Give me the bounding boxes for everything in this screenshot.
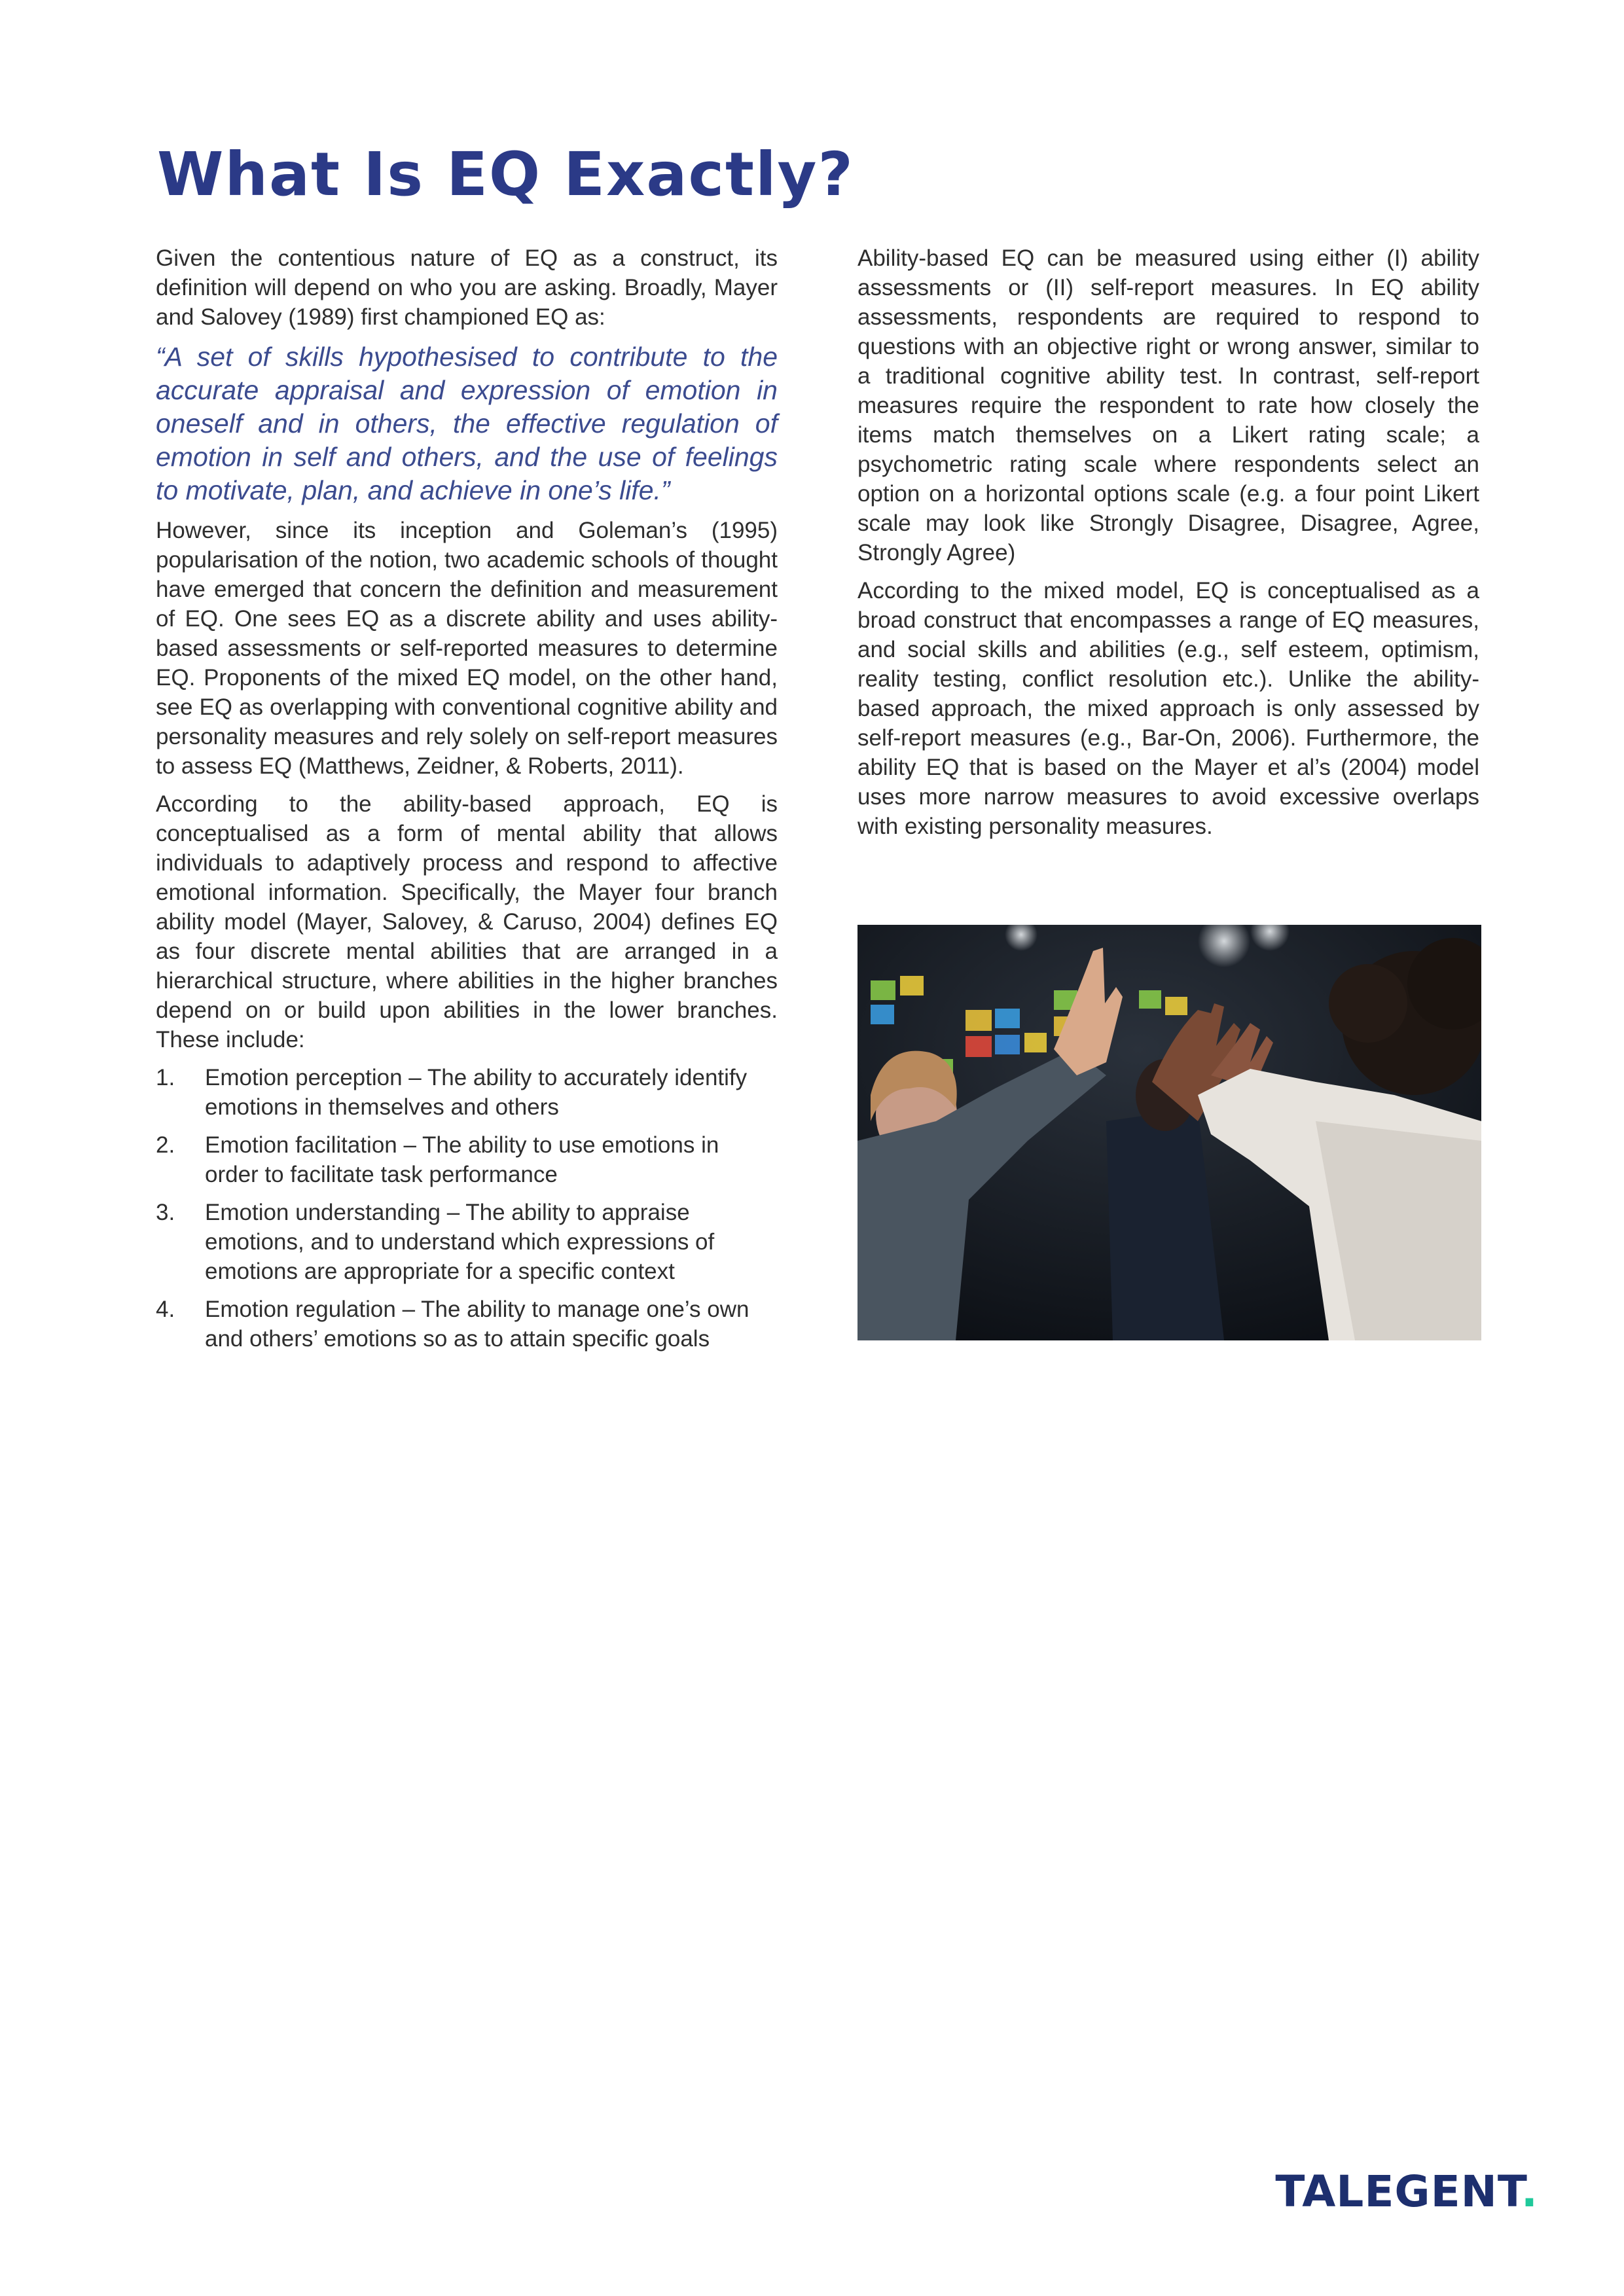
logo-dot: . (1521, 2166, 1538, 2217)
list-item (156, 1295, 778, 1354)
list-item (156, 1130, 778, 1189)
four-branch-list (156, 1063, 778, 1354)
list-number: 1. (156, 1065, 175, 1090)
definition-quote: “A set of skills hypothesised to contribute to the accurate appraisal and expression of emotion in oneself and in others, the effective regulation of emotion in self and others, and the use of feelings to motivate, plan, and achieve in one’s life.” (156, 342, 778, 505)
team-high-five-photo (857, 925, 1481, 1340)
schools-paragraph: However, since its inception and Goleman’s (1995) popularisation of the notion, two academic schools of thought have emerged that concern the definition and measurement of EQ. One sees EQ as a discrete ability and uses ability-based assessments or self-reported measures to determine EQ. Proponents of the mixed EQ model, on the other hand, see EQ as overlapping with conventional cognitive ability and personality measures and rely solely on self-report measures to assess EQ (Matthews, Zeidner, & Roberts, 2011). (156, 518, 778, 779)
mixed-model-paragraph: According to the mixed model, EQ is conceptualised as a broad construct that encompasses a range of EQ measures, and social skills and abilities (e.g., self esteem, optimism, reality testing, conflict resolution etc.). Unlike the ability-based approach, the mixed approach is only assessed by self-report measures (e.g., Bar-On, 2006). Furthermore, the ability EQ that is based on the Mayer et al’s (2004) model uses more narrow measures to avoid excessive overlaps with existing personality measures. (857, 578, 1479, 839)
list-item (156, 1063, 778, 1122)
measurement-paragraph: Ability-based EQ can be measured using either (I) ability assessments or (II) self-report measures. In EQ ability assessments, respondents are required to respond to questions with an objective right or wrong answer, similar to a traditional cognitive ability test. In contrast, self-report measures require the respondent to rate how closely the items match themselves on a Likert rating scale; a psychometric rating scale where respondents select an option on a horizontal options scale (e.g. a four point Likert scale may look like Strongly Disagree, Disagree, Agree, Strongly Agree) (857, 245, 1479, 565)
list-text: Emotion regulation – The ability to manage one’s own and others’ emotions so as to attain specific goals (205, 1297, 749, 1352)
list-number: 4. (156, 1297, 175, 1322)
logo-text: TALEGENT (1275, 2166, 1521, 2217)
page-title: What Is EQ Exactly? (157, 139, 854, 209)
talegent-logo (1275, 2166, 1538, 2217)
ability-approach-paragraph: According to the ability-based approach, EQ is conceptualised as a form of mental ability that allows individuals to adaptively process and respond to affective emotional information. Specifically, the Mayer four branch ability model (Mayer, Salovey, & Caruso, 2004) defines EQ as four discrete mental abilities that are arranged in a hierarchical structure, where abilities in the higher branches depend on or build upon abilities in the lower branches. These include: (156, 791, 778, 1052)
right-column (857, 243, 1479, 850)
list-text: Emotion facilitation – The ability to use emotions in order to facilitate task performance (205, 1132, 719, 1187)
intro-paragraph: Given the contentious nature of EQ as a construct, its definition will depend on who you are asking. Broadly, Mayer and Salovey (1989) first championed EQ as: (156, 245, 778, 330)
list-text: Emotion perception – The ability to accurately identify emotions in themselves and others (205, 1065, 748, 1120)
left-column (156, 243, 778, 1362)
list-item (156, 1198, 778, 1286)
list-number: 3. (156, 1200, 175, 1225)
list-text: Emotion understanding – The ability to appraise emotions, and to understand which expressions of emotions are appropriate for a specific context (205, 1200, 715, 1284)
list-number: 2. (156, 1132, 175, 1158)
